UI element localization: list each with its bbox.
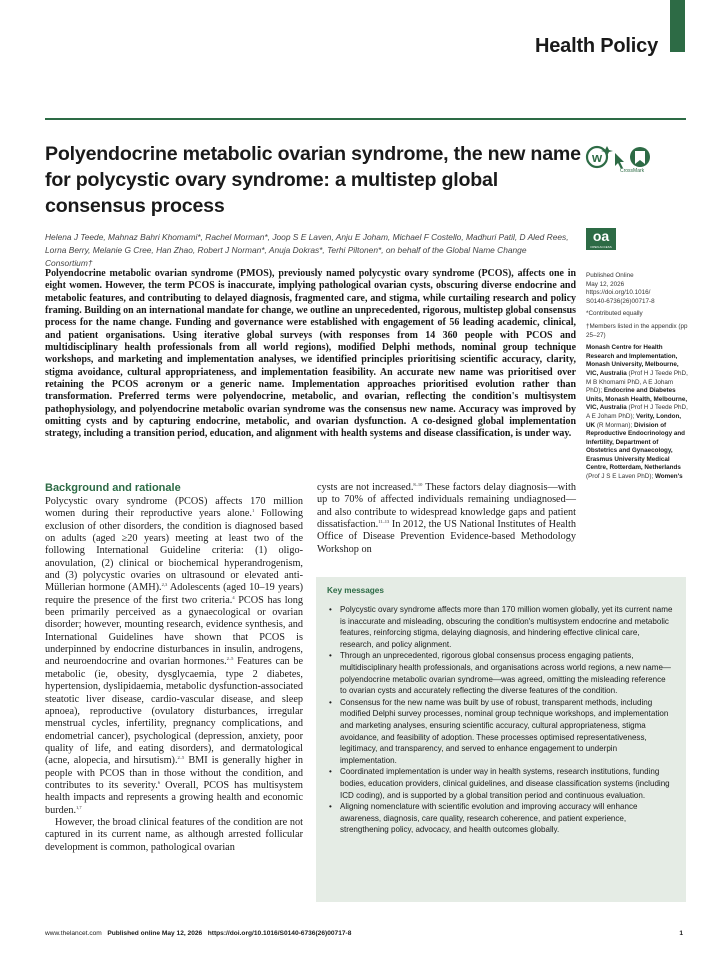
section-heading: Background and rationale [45, 482, 181, 494]
publication-info [586, 272, 688, 306]
reference[interactable]: 11–13 [378, 519, 390, 525]
affiliations: Monash Centre for Health Research and Implementation, Monash University, Melbourne, VIC, Australia (Prof H J Teede PhD, M B Khomami PhD, A E Joham PhD); Endocrine and Diabetes Units, Monash Health, Melbourne, VIC, Australia (Prof H J Teede PhD, A E Joham PhD); Verity, London, UK (R Morman); Division of Reproductive Endocrinology and Infertility, Department of Obstetrics and Gynaecology, Erasmus University Medical Centre, Rotterdam, Netherlands (Prof J S E Laven PhD); Women's [586, 344, 688, 481]
article-title: Polyendocrine metabolic ovarian syndrome, the new name for polycystic ovary syndrome: a multistep global consensus process [45, 143, 581, 217]
abstract: Polyendocrine metabolic ovarian syndrome (PMOS), previously named polycystic ovary syndrome (PCOS), affects one in eight women. However, the term PCOS is inaccurate, implying pathological ovarian cysts, obscuring diverse endocrine and metabolic features, and contributing to delayed diagnosis, fragmented care, and stigma, while curtailing research and policy framing. Building on an international mandate for change, we outline an unprecedented, rigorous, multistep global consensus process for the name change. Funding and governance were established with engagement of 56 leading academic, clinical, and patient organisations. Using iterative global surveys (with responses from 14 360 people with PCOS and multidisciplinary health professionals from all world regions), modified Delphi methods, nominal group technique workshops, and marketing and implementation analyses, we identified principles prioritising scientific accuracy, clarity, stigma avoidance, cultural appropriateness, and implementation feasibility. An accurate new name was prioritised over retaining the PCOS acronym or a generic name. Implementation approaches prioritised evolution rather than transformation. Preferred terms were polyendocrine, metabolic, and ovarian, reflecting the condition's multisystem pathophysiology, and polyendocrine metabolic ovarian syndrome was the consensus new name. Accuracy was improved by omitting cysts and by capturing endocrine, metabolic, and ovarian dysfunction. A co-designed global implementation strategy, including a transition period, education, and alignment with health systems and disease classification, is under way. [45, 268, 576, 440]
key-message-item: • Coordinated implementation is under way in health systems, research institutions, funding bodies, education providers, clinical guidelines, and disease classification systems (including ICD coding), and is supported by a global transition period and continuous evaluation. [327, 766, 674, 801]
oa-sublabel: OPEN ACCESS [590, 245, 612, 249]
oa-label: oa [592, 228, 610, 244]
doi-link[interactable]: https://doi.org/10.1016/ S0140-6736(26)00717-8 [586, 289, 655, 305]
key-messages-list [327, 604, 674, 836]
reference[interactable]: 1 [251, 508, 255, 514]
key-message-item: • Aligning nomenclature with scientific evolution and improving accuracy will enhance awareness, diagnosis, care quality, research coherence, and patient experience, strengthening policy, advocacy, and health outcomes globally. [327, 801, 674, 836]
footer-doi-link[interactable]: https://doi.org/10.1016/S0140-6736(26)00717-8 [207, 930, 352, 937]
key-message-item: • Consensus for the new name was built by use of robust, transparent methods, including modified Delphi survey processes, nominal group technique workshops, and implementation and marketing analyses, ensuring scientific accuracy, cultural appropriateness, stigma avoidance, and feasibility of adoption. These processes optimised representativeness, legitimacy, and transparency, and served to enhance engagement to underpin implementation. [327, 697, 674, 767]
page-footer [45, 930, 686, 937]
author-line: Helena J Teede, Mahnaz Bahri Khomami*, Rachel Morman*, Joop S E Laven, Anju E Joham, Michael F Costello, Madhuri Patil, D Aled Rees, [45, 232, 569, 242]
reference[interactable]: 8–10 [413, 482, 423, 487]
journal-section-marker [670, 0, 685, 52]
body-paragraph: Polycystic ovary syndrome (PCOS) affects 170 million women during their reproductive years alone.$^1$ Following exclusion of other disorders, the condition is diagnosed based on adults (aged ≥20 years) meeting at least two of the following International Guideline criteria: (1) oligo-anovulation, (2) clinical or biochemical hyperandrogenism, and (3) polycystic ovaries on ultrasound or elevated anti-Müllerian hormone (AMH).$^{2,3}$ Adolescents (aged 10–19 years) require the presence of the first two criteria.$^4$ PCOS has long been primarily perceived as a gynaecological or ovarian disorder; however, mounting research, evidence synthesis, and International Guidelines have shown that PCOS is underpinned by endocrine disturbances in insulin, androgens, and neuroendocrine and ovarian hormones.$^{2-5}$ Features can be metabolic (ie, obesity, dysglycaemia, type 2 diabetes, hypertension, dyslipidaemia, metabolic dysfunction-associated steatotic liver disease, cardio-vascular disease, and sleep apnoea), reproductive (ovulatory disturbances, irregular menstrual cycles, infertility, pregnancy complications, and endometrial cancer), psychological (depression, anxiety, poor quality of life, and eating disorders), and dermatological (acne, alopecia, and hirsutism).$^{2-5}$ BMI is generally higher in people with PCOS than in those without the condition, and contributes to its severity.$^6$ Overall, PCOS has multisystem health impacts and represents a growing health and economic burden.$^{1,7}$ [45, 496, 304, 816]
reference[interactable]: 4 [232, 594, 235, 600]
key-messages-panel [316, 577, 686, 902]
header-rule [45, 118, 686, 120]
members-note: †Members listed in the appendix (pp 25–27) [586, 322, 688, 339]
author-line: Lorna Berry, Melanie G Cree, Han Zhao, Robert J Norman*, Anuja Dokras*, Terhi Piltonen*, on behalf of the Global Name Change Consortium† [45, 245, 527, 268]
published-label: Published Online [586, 272, 634, 279]
reference[interactable]: 2,3 [161, 582, 168, 588]
body-column-left [45, 482, 303, 854]
body-paragraph: However, the broad clinical features of the condition are not captured in its current name, as although arrested follicular development is common, pathological ovarian [45, 816, 303, 853]
key-messages-title: Key messages [327, 586, 384, 595]
footer-published: Published online May 12, 2026 [107, 930, 203, 937]
key-message-item: • Polycystic ovary syndrome affects more than 170 million women globally, yet its current name is inaccurate and misleading, obscuring the condition's multisystem endocrine and metabolic features, reinforcing stigma, delaying diagnosis, and hindering effective clinical care, research, and policy alignment. [327, 604, 674, 650]
section-label: Health Policy [535, 35, 658, 57]
key-message-item: • Through an unprecedented, rigorous global consensus process engaging patients, multidisciplinary health professionals, and organisations across world regions, a new name—polyendocrine metabolic ovarian syndrome—was agreed, omitting the misleading reference to ovarian cysts and accurately reflecting the diverse features of the condition. [327, 650, 674, 696]
reference[interactable]: 2–5 [226, 656, 234, 662]
author-list [45, 231, 575, 270]
reference[interactable]: 1,7 [76, 804, 82, 810]
body-paragraph: cysts are not increased.$^{8-10}$ These factors delay diagnosis—with up to 70% of affected individuals remaining undiagnosed—and also contribute to widespread knowledge gaps and patient dissatisfaction.$^{11-13}$ In 2012, the US National Institutes of Health Office of Disease Prevention Evidence-based Methodology Workshop on [317, 482, 576, 555]
contributed-note: *Contributed equally [586, 310, 643, 318]
journal-site-link[interactable]: www.thelancet.com [45, 930, 102, 937]
open-access-badge [586, 228, 616, 250]
reference[interactable]: 2–5 [177, 755, 185, 761]
published-date: May 12, 2026 [586, 280, 625, 288]
page-number: 1 [679, 930, 683, 937]
article-sidebar [586, 272, 688, 486]
svg-text:w: w [591, 150, 603, 165]
crossmark-label: CrossMark [620, 168, 645, 174]
reference[interactable]: 6 [157, 779, 161, 785]
body-column-right [317, 482, 576, 556]
